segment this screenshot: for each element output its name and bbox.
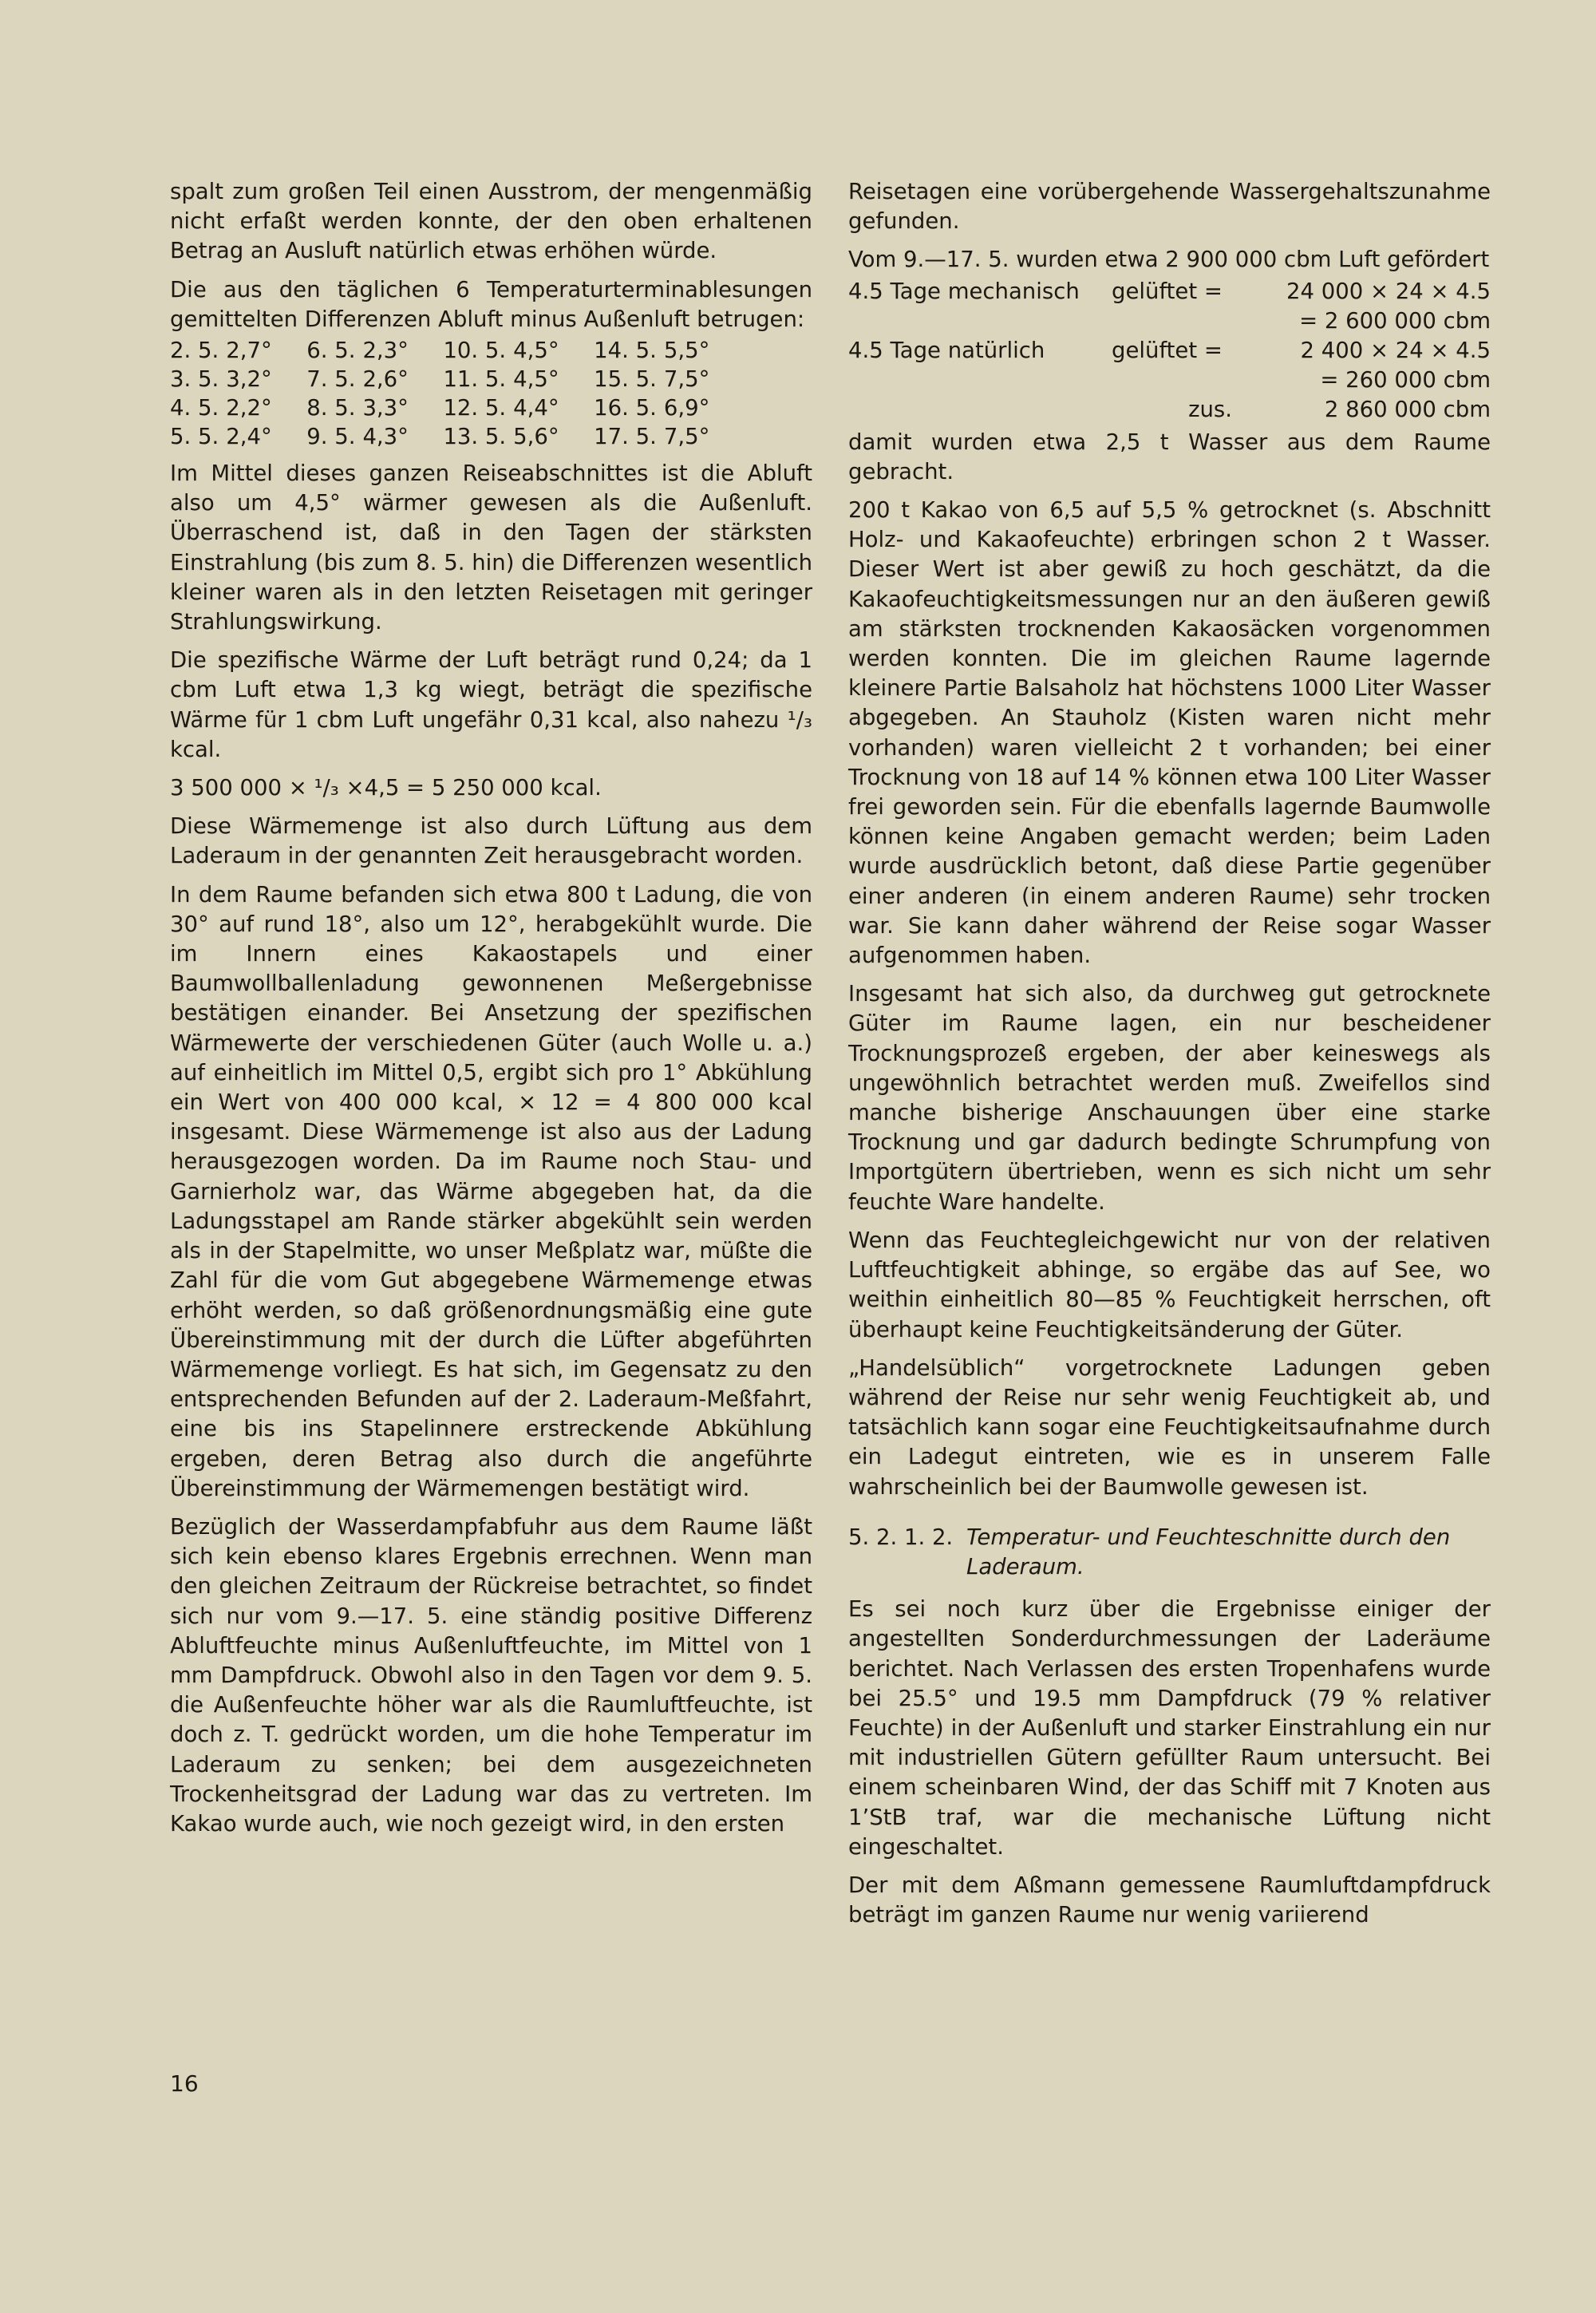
paragraph: Wenn das Feuchtegleichgewicht nur von der relativen Luftfeuchtigkeit abhinge, so ergäbe das auf See, wo weithin einheitlich 80—85 % Feuchtigkeit herrschen, oft überhaupt keine Feuchtigkeitsänderung der Güter. (848, 1227, 1491, 1342)
calc-op: gelüftet = (1112, 278, 1223, 304)
paragraph: Reisetagen eine vorübergehende Wassergehaltszunahme gefunden. (848, 179, 1491, 235)
paragraph: Im Mittel dieses ganzen Reiseabschnittes ist die Abluft also um 4,5° wärmer gewesen als die Außenluft. Überraschend ist, daß in den Tagen der stärksten Einstrahlung (bis zum 8. 5. hin) die Differenzen wesentlich kleiner waren als in den letzten Reisetagen mit geringer Strahlungswirkung. (170, 461, 812, 635)
calc-value: = 260 000 cbm (1320, 366, 1491, 393)
calc-label: 4.5 Tage mechanisch (848, 278, 1080, 304)
paragraph: spalt zum großen Teil einen Ausstrom, der mengenmäßig nicht erfaßt werden konnte, der den oben erhaltenen Betrag an Ausluft natürlich etwas erhöhen würde. (170, 179, 812, 264)
calc-label (848, 366, 1112, 395)
value-cell: 7,5° (663, 366, 710, 393)
calc-row (848, 336, 1491, 366)
value-cell: 4,5° (513, 338, 559, 364)
value-cell: 4,4° (513, 395, 559, 421)
calc-label: 4.5 Tage natürlich (848, 337, 1045, 363)
section-heading (848, 1523, 1491, 1582)
calc-label (848, 306, 1112, 336)
value-cell: 2,3° (362, 338, 409, 364)
value-cell: 2,4° (226, 424, 272, 450)
temperature-differences-table (170, 336, 745, 451)
paragraph: „Handelsüblich“ vorgetrocknete Ladungen geben während der Reise nur sehr wenig Feuchtigkeit ab, und tatsächlich kann sogar eine Feuchtigkeitsaufnahme durch ein Ladegut eintreten, wie es in unserem Falle wahrscheinlich bei der Baumwolle gewesen ist. (848, 1354, 1491, 1500)
section-number: 5. 2. 1. 2. (848, 1524, 954, 1550)
left-column (170, 177, 812, 1848)
value-cell: 2,7° (226, 338, 272, 364)
table-row (170, 393, 745, 422)
date-cell: 12. 5. (443, 395, 507, 421)
date-cell: 15. 5. (594, 366, 657, 393)
date-cell: 4. 5. (170, 395, 219, 421)
paragraph: Bezüglich der Wasserdampfabfuhr aus dem Raume läßt sich kein ebenso klares Ergebnis errechnen. Wenn man den gleichen Zeitraum der Rückreise betrachtet, so findet sich nur vom 9.—17. 5. eine ständig positive Differenz Abluftfeuchte minus Außenluftfeuchte, im Mittel von 1 mm Dampfdruck. Obwohl also in den Tagen vor dem 9. 5. die Außenfeuchte höher war als die Raumluftfeuchte, ist doch z. T. gedrückt worden, um die hohe Temperatur im Laderaum zu senken; bei dem ausgezeichneten Trockenheitsgrad der Ladung war das zu vertreten. Im Kakao wurde auch, wie noch gezeigt wird, in den ersten (170, 1513, 812, 1837)
calc-op: gelüftet = (1112, 337, 1223, 363)
paragraph: Der mit dem Aßmann gemessene Raumluftdampfdruck beträgt im ganzen Raume nur wenig variierend (848, 1872, 1491, 1928)
calc-label (848, 395, 1112, 425)
paragraph: Insgesamt hat sich also, da durchweg gut getrocknete Güter im Raume lagen, ein nur bescheidener Trocknungsprozeß ergeben, der aber keineswegs als ungewöhnlich betrachtet werden muß. Zweifellos sind manche bisherige Anschauungen über eine starke Trocknung und gar dadurch bedingte Schrumpfung von Importgütern übertrieben, wenn es sich nicht um sehr feuchte Ware handelte. (848, 981, 1491, 1215)
calc-op (1112, 306, 1243, 336)
value-cell: 3,2° (226, 366, 272, 393)
value-cell: 5,6° (513, 424, 559, 450)
date-cell: 13. 5. (443, 424, 507, 450)
paragraph: Vom 9.—17. 5. wurden etwa 2 900 000 cbm Luft gefördert (848, 247, 1490, 273)
calc-value: 2 860 000 cbm (1324, 396, 1491, 422)
page-number: 16 (170, 2070, 199, 2097)
paragraph: damit wurden etwa 2,5 t Wasser aus dem Raume gebracht. (848, 429, 1491, 484)
table-row (170, 422, 745, 451)
ventilation-calculation (848, 277, 1491, 425)
date-cell: 16. 5. (594, 395, 657, 421)
value-cell: 2,6° (362, 366, 409, 393)
date-cell: 8. 5. (306, 395, 356, 421)
paragraph: Diese Wärmemenge ist also durch Lüftung aus dem Laderaum in der genannten Zeit herausgebracht worden. (170, 813, 812, 869)
table-row (170, 336, 745, 365)
date-cell: 10. 5. (443, 338, 507, 364)
equation: 3 500 000 × ¹/₃ ×4,5 = 5 250 000 kcal. (170, 775, 602, 801)
date-cell: 11. 5. (443, 366, 507, 393)
paragraph: In dem Raume befanden sich etwa 800 t Ladung, die von 30° auf rund 18°, also um 12°, herabgekühlt wurde. Die im Innern eines Kakaostapels und einer Baumwollballenladung gewonnenen Meßergebnisse bestätigen einander. Bei Ansetzung der spezifischen Wärmewerte der verschiedenen Güter (auch Wolle u. a.) auf einheitlich im Mittel 0,5, ergibt sich pro 1° Abkühlung ein Wert von 400 000 kcal, × 12 = 4 800 000 kcal insgesamt. Diese Wärmemenge ist also aus der Ladung herausgezogen worden. Da im Raume noch Stau- und Garnierholz war, das Wärme abgegeben hat, da die Ladungsstapel am Rande stärker abgekühlt sein werden als in der Stapelmitte, wo unser Meßplatz war, müßte die Zahl für die vom Gut abgegebene Wärmemenge etwas erhöht werden, so daß größenordnungsmäßig eine gute Übereinstimmung mit der durch die Lüfter abgeführten Wärmemenge vorliegt. Es hat sich, im Gegensatz zu den entsprechenden Befunden auf der 2. Laderaum-Meßfahrt, eine bis ins Stapelinnere erstreckende Abkühlung ergeben, deren Betrag also durch die angeführte Übereinstimmung der Wärmemengen bestätigt wird. (170, 881, 812, 1501)
calc-value: = 2 600 000 cbm (1299, 307, 1491, 334)
calc-value: 24 000 × 24 × 4.5 (1286, 278, 1491, 304)
right-column (848, 177, 1491, 1939)
date-cell: 3. 5. (170, 366, 219, 393)
calc-value: 2 400 × 24 × 4.5 (1300, 337, 1491, 363)
table-row (170, 365, 745, 393)
value-cell: 7,5° (663, 424, 710, 450)
date-cell: 17. 5. (594, 424, 657, 450)
date-cell: 6. 5. (306, 338, 356, 364)
calc-row (848, 366, 1491, 395)
calc-row (848, 277, 1491, 306)
value-cell: 5,5° (663, 338, 710, 364)
paragraph: Die aus den täglichen 6 Temperaturterminablesungen gemittelten Differenzen Abluft minus Außenluft betrugen: (170, 276, 812, 332)
value-cell: 6,9° (663, 395, 710, 421)
paragraph: Die spezifische Wärme der Luft beträgt rund 0,24; da 1 cbm Luft etwa 1,3 kg wiegt, beträgt die spezifische Wärme für 1 cbm Luft ungefähr 0,31 kcal, also nahezu ¹/₃ kcal. (170, 647, 812, 762)
value-cell: 2,2° (226, 395, 272, 421)
date-cell: 7. 5. (306, 366, 356, 393)
paragraph: 200 t Kakao von 6,5 auf 5,5 % getrocknet (s. Abschnitt Holz- und Kakaofeuchte) erbringen schon 2 t Wasser. Dieser Wert ist aber gewiß zu hoch geschätzt, da die Kakaofeuchtigkeitsmessungen nur an den äußeren gewiß am stärksten trocknenden Kakaosäcken vorgenommen werden konnten. Die im gleichen Raume lagernde kleinere Partie Balsaholz hat höchstens 1000 Liter Wasser abgegeben. An Stauholz (Kisten waren nicht mehr vorhanden) waren vielleicht 2 t vorhanden; bei einer Trocknung von 18 auf 14 % können etwa 100 Liter Wasser frei geworden sein. Für die ebenfalls lagernde Baumwolle können keine Angaben gemacht werden; beim Laden wurde ausdrücklich betont, daß diese Partie gegenüber einer anderen (in einem anderen Raume) sehr trocken war. Sie kann daher während der Reise sogar Wasser aufgenommen haben. (848, 497, 1491, 969)
section-title: Temperatur- und Feuchteschnitte durch den Laderaum. (966, 1524, 1451, 1580)
calc-op (1112, 366, 1243, 395)
date-cell: 14. 5. (594, 338, 657, 364)
value-cell: 4,3° (362, 424, 409, 450)
date-cell: 9. 5. (306, 424, 356, 450)
value-cell: 3,3° (362, 395, 409, 421)
date-cell: 5. 5. (170, 424, 219, 450)
calc-row (848, 306, 1491, 336)
date-cell: 2. 5. (170, 338, 219, 364)
calc-row (848, 395, 1491, 425)
calc-op: zus. (1188, 396, 1232, 422)
value-cell: 4,5° (513, 366, 559, 393)
paragraph: Es sei noch kurz über die Ergebnisse einiger der angestellten Sonderdurchmessungen der Laderäume berichtet. Nach Verlassen des ersten Tropenhafens wurde bei 25.5° und 19.5 mm Dampfdruck (79 % relativer Feuchte) in der Außenluft und starker Einstrahlung ein nur mit industriellen Gütern gefüllter Raum untersucht. Bei einem scheinbaren Wind, der das Schiff mit 7 Knoten aus 1’StB traf, war die mechanische Lüftung nicht eingeschaltet. (848, 1596, 1491, 1860)
